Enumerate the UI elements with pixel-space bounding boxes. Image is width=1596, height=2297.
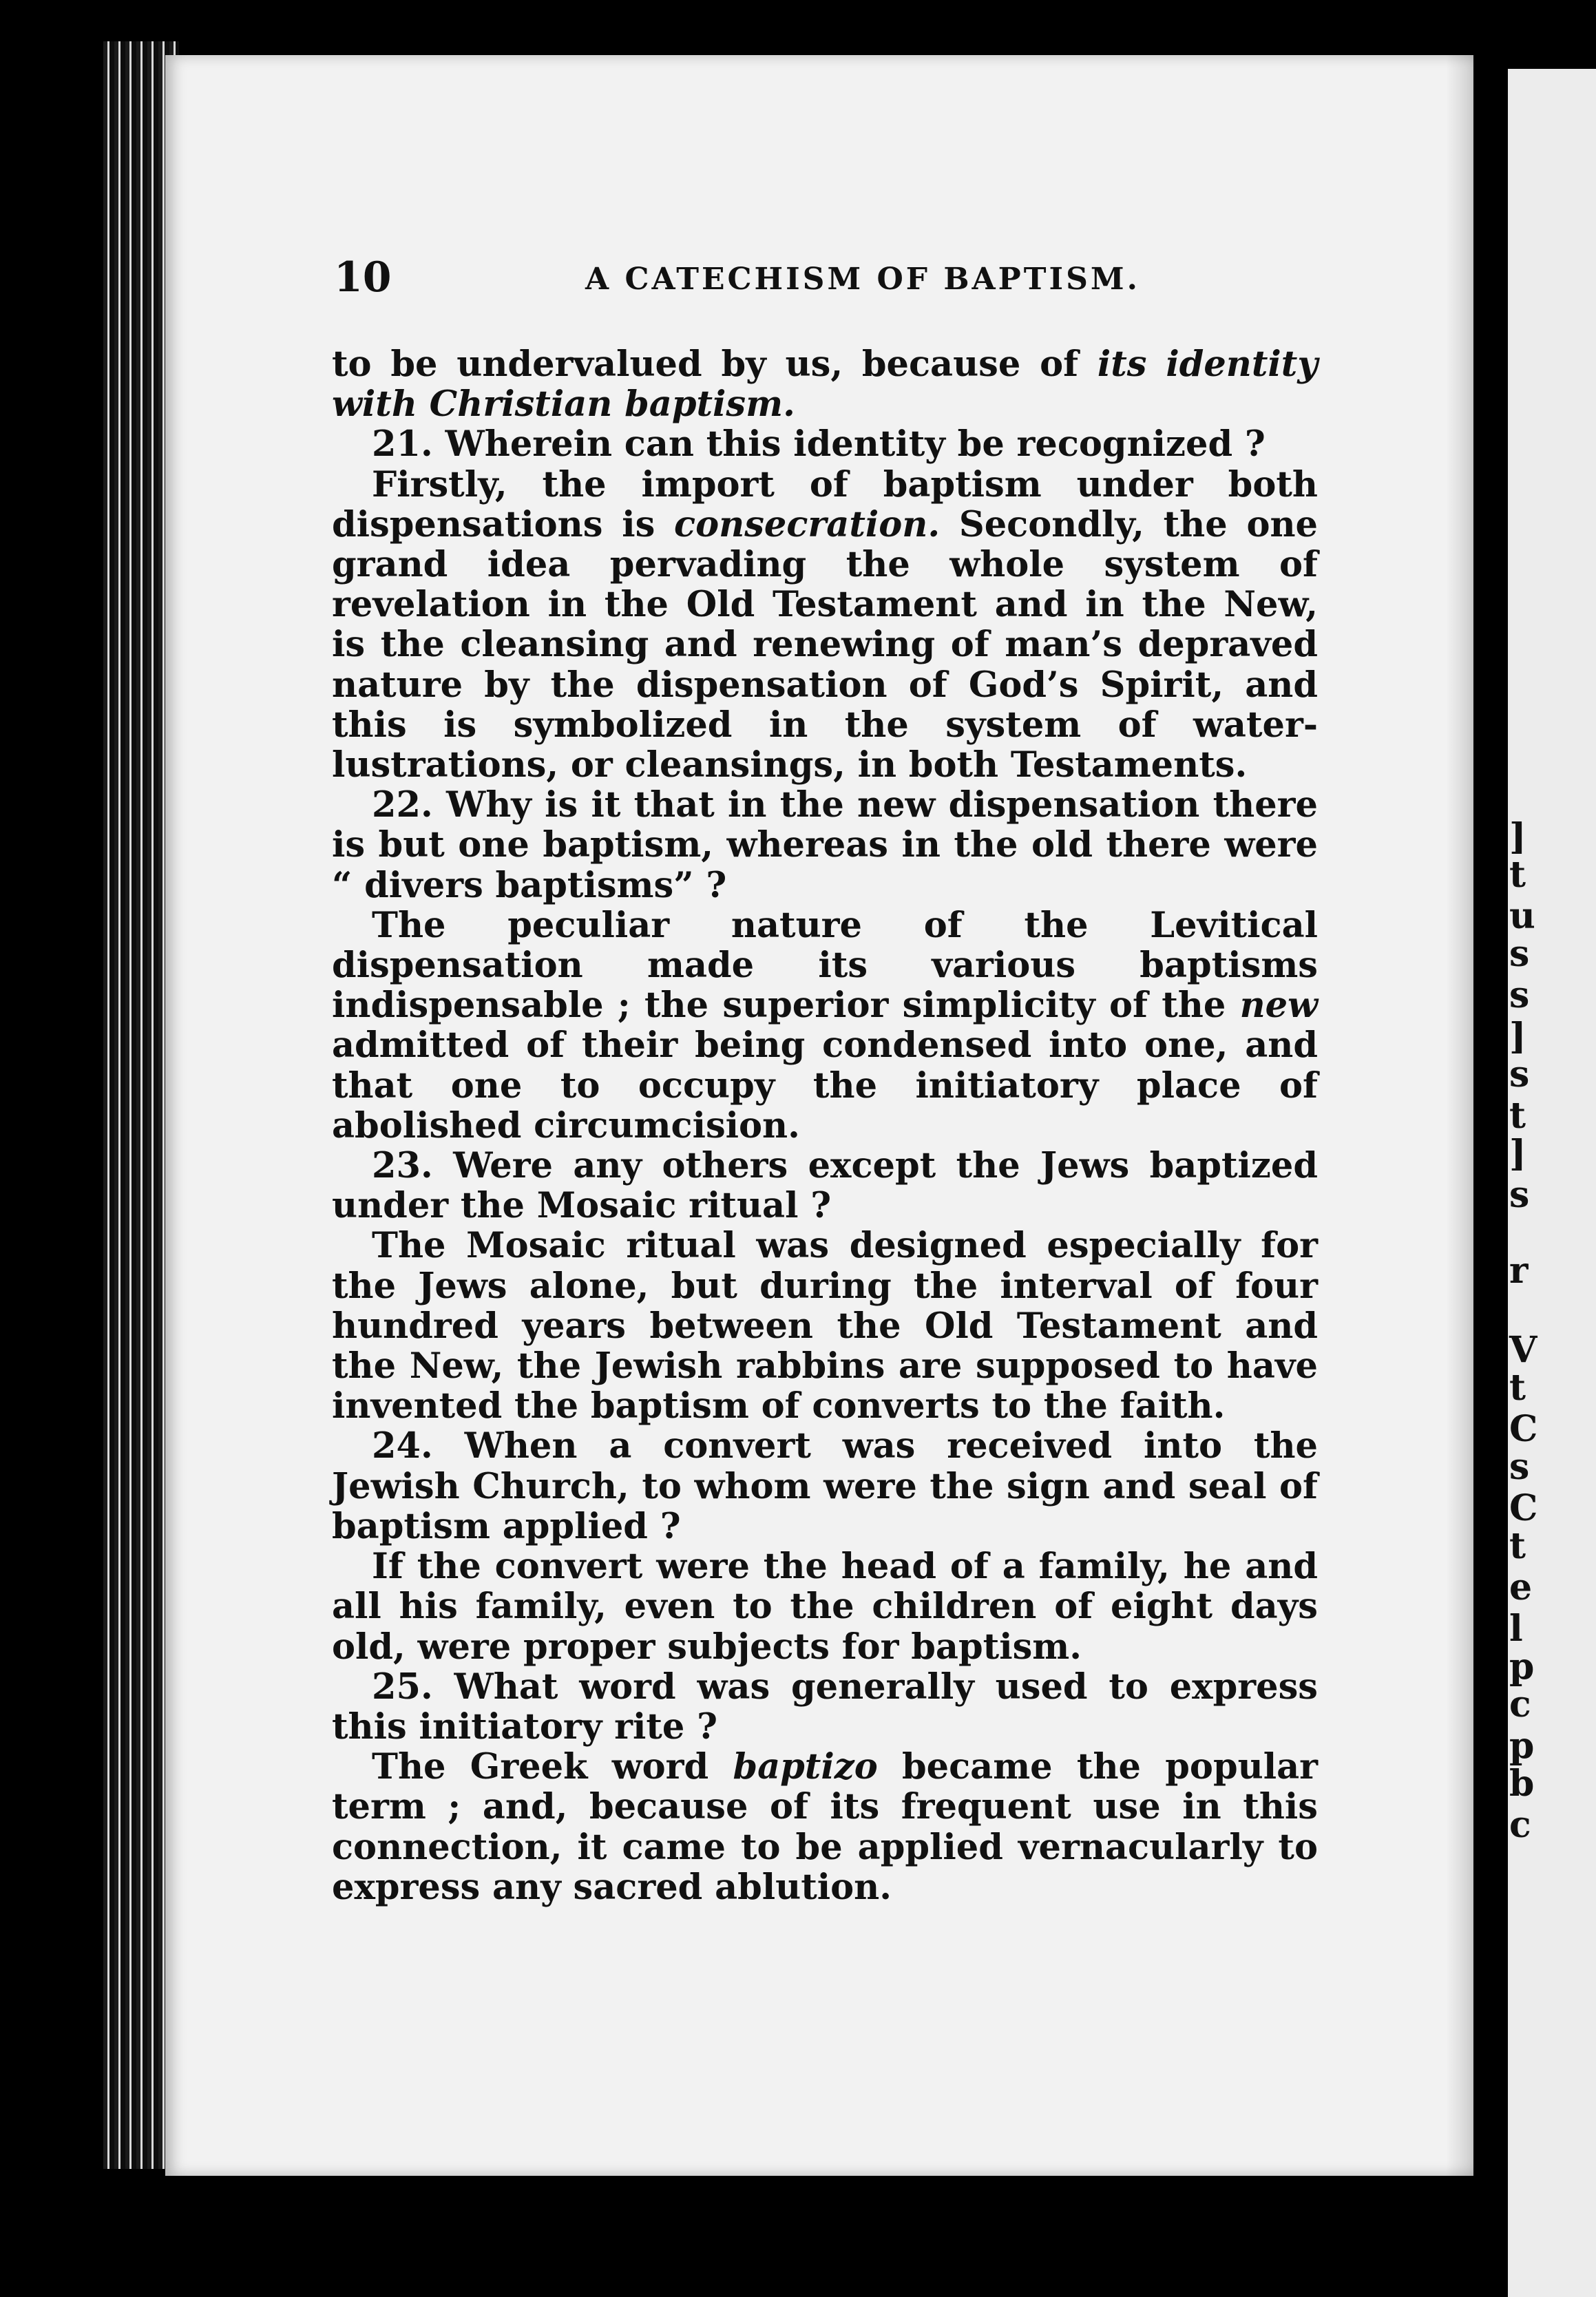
italic-text: its identity with Christian baptism. <box>332 344 1318 426</box>
facing-page-letter: s <box>1509 1053 1530 1095</box>
facing-page-letter: s <box>1509 1446 1530 1488</box>
text-run: to be undervalued by us, because of <box>332 344 1098 385</box>
facing-page-letter: t <box>1509 854 1526 896</box>
facing-page-letter: s <box>1509 1174 1530 1216</box>
text-run: 24. When a convert was received into the Jewish Church, to whom were the sign and seal of baptism applied ? <box>332 1425 1318 1547</box>
page-gutter-shadow <box>1446 55 1473 2176</box>
facing-page-letter: ] <box>1509 816 1526 858</box>
catechism-answer <box>332 465 1318 786</box>
catechism-question <box>332 785 1318 905</box>
text-run: The Mosaic ritual was designed especially for the Jews alone, but during the interval of four hundred years between the Old Testament and the New, the Jewish rabbins are supposed to have invented the baptism of converts to the faith. <box>332 1225 1318 1427</box>
body-text <box>332 344 1318 1907</box>
catechism-answer <box>332 1226 1318 1426</box>
facing-page-fragment <box>1508 69 1596 2297</box>
facing-page-letter: t <box>1509 1367 1526 1409</box>
running-head <box>334 248 1319 310</box>
facing-page-letter: ] <box>1509 1016 1526 1058</box>
book-title: A CATECHISM OF BAPTISM. <box>585 262 1140 297</box>
text-run: The Greek word <box>372 1746 733 1788</box>
facing-page-letter: s <box>1509 974 1530 1016</box>
italic-text: baptizo <box>733 1746 878 1788</box>
facing-page-letter: b <box>1509 1763 1535 1805</box>
facing-page-letter: c <box>1509 1684 1531 1726</box>
italic-text: new <box>1239 985 1318 1027</box>
facing-page-letter: r <box>1509 1250 1529 1292</box>
text-run: 22. Why is it that in the new dispensation there is but one baptism, whereas in the old there were “ divers baptisms” ? <box>332 784 1318 906</box>
continued-paragraph <box>332 344 1318 424</box>
text-run: became the popular term ; and, because of its frequent use in this connection, it came to be applied vernacularly to express any sacred ablution. <box>332 1746 1318 1908</box>
text-run: Secondly, the one grand idea pervading the whole system of revelation in the Old Testament and in the New, is the cleansing and renewing of man’s depraved nature by the dispensation of God’s Spirit, and this is symbolized in the system of water-lustrations, or cleansings, in both Testaments. <box>332 503 1318 786</box>
facing-page-letter: p <box>1509 1646 1535 1688</box>
facing-page-letter: c <box>1509 1804 1531 1846</box>
catechism-answer <box>332 1546 1318 1667</box>
facing-page-letter: u <box>1509 895 1535 937</box>
page-number: 10 <box>334 253 392 302</box>
italic-text: consecration. <box>674 503 941 545</box>
catechism-answer <box>332 905 1318 1146</box>
facing-page-letter: t <box>1509 1525 1526 1567</box>
text-run: admitted of their being condensed into one, and that one to occupy the initiatory place of abolished circumcision. <box>332 1025 1318 1146</box>
text-run: Firstly, the import of baptism under both dispensations is <box>332 463 1318 545</box>
text-run: 23. Were any others except the Jews baptized under the Mosaic ritual ? <box>332 1145 1318 1227</box>
facing-page-letter: t <box>1509 1095 1526 1137</box>
facing-page-letter: C <box>1509 1487 1538 1529</box>
catechism-answer <box>332 1747 1318 1907</box>
text-run: If the convert were the head of a family, he and all his family, even to the children of eight days old, were proper subjects for baptism. <box>332 1546 1318 1668</box>
facing-page-letter: p <box>1509 1725 1535 1767</box>
text-run: 25. What word was generally used to express this initiatory rite ? <box>332 1666 1318 1748</box>
text-run: 21. Wherein can this identity be recognized ? <box>372 423 1266 465</box>
catechism-question <box>332 424 1318 464</box>
facing-page-letter: V <box>1509 1329 1537 1371</box>
facing-page-letter: s <box>1509 933 1530 975</box>
facing-page-letter: C <box>1509 1408 1538 1450</box>
catechism-question <box>332 1667 1318 1747</box>
text-run: The peculiar nature of the Levitical dispensation made its various baptisms indispensable ; the superior simplicity of the <box>332 904 1318 1027</box>
catechism-question <box>332 1146 1318 1226</box>
catechism-question <box>332 1426 1318 1546</box>
facing-page-letter: e <box>1509 1566 1533 1608</box>
facing-page-letter: ] <box>1509 1133 1526 1175</box>
facing-page-letter: l <box>1509 1608 1523 1650</box>
